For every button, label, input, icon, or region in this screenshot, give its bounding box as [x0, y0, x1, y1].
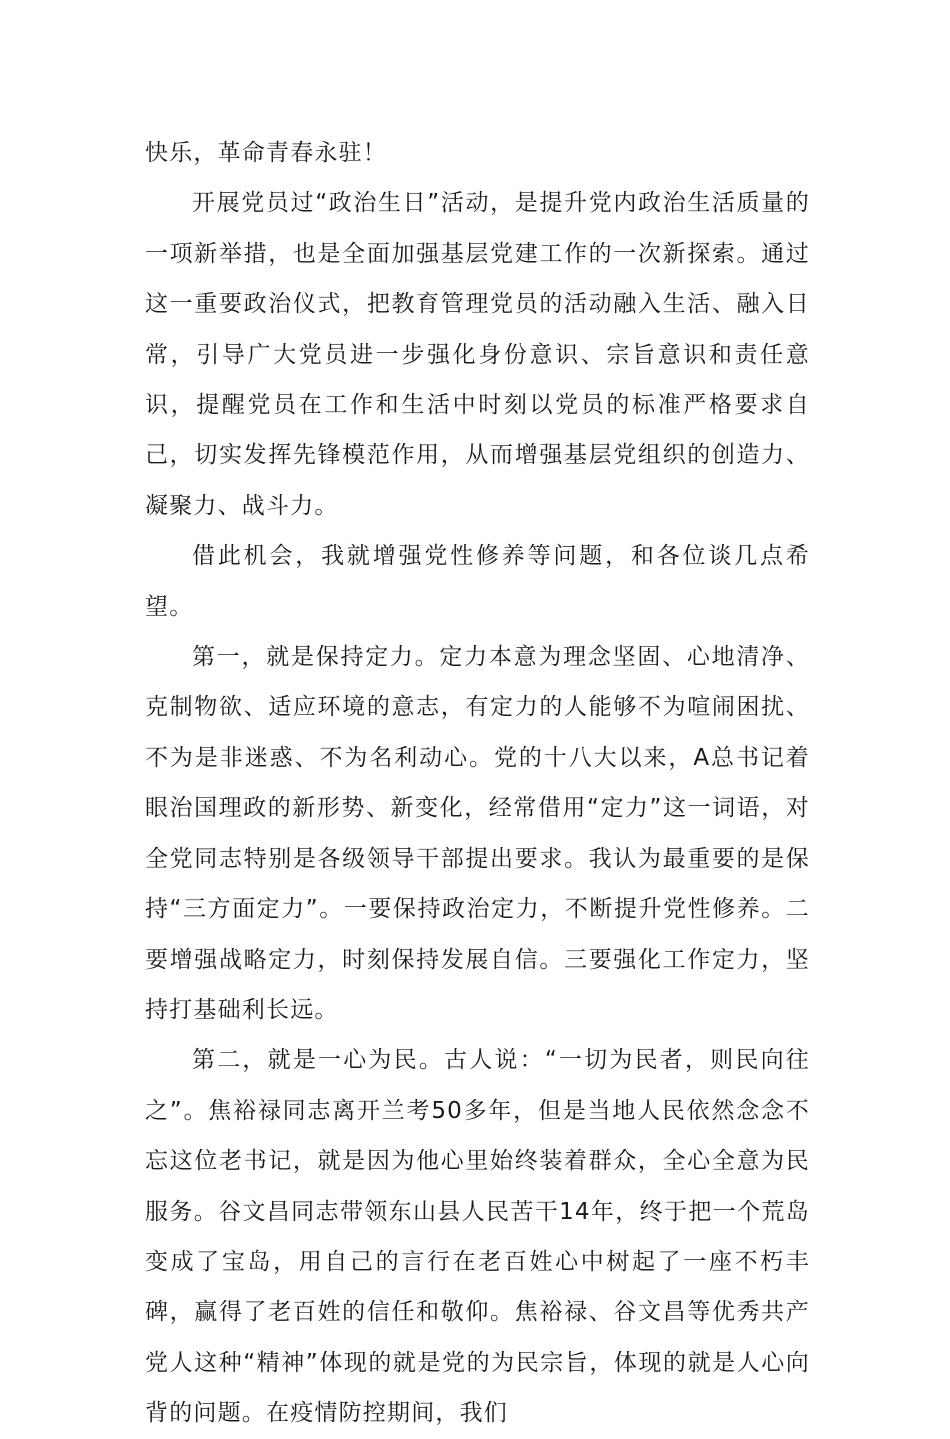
document-body [145, 128, 810, 1439]
paragraph-hopes-intro: 借此机会，我就增强党性修养等问题，和各位谈几点希望。 [145, 543, 810, 620]
paragraph-continuation: 快乐，革命青春永驻！ [145, 140, 387, 166]
paragraph-first-point: 第一，就是保持定力。定力本意为理念坚固、心地清净、克制物欲、适应环境的意志，有定力的人能够不为喧闹困扰、不为是非迷惑、不为名利动心。党的十八大以来，A总书记着眼治国理政的新形势、新变化，经常借用“定力”这一词语，对全党同志特别是各级领导干部提出要求。我认为最重要的是保持“三方面定力”。一要保持政治定力，不断提升党性修养。二要增强战略定力，时刻保持发展自信。三要强化工作定力，坚持打基础利长远。 [145, 644, 810, 1023]
paragraph-political-birthday: 开展党员过“政治生日”活动，是提升党内政治生活质量的一项新举措，也是全面加强基层党建工作的一次新探索。通过这一重要政治仪式，把教育管理党员的活动融入生活、融入日常，引导广大党员进一步强化身份意识、宗旨意识和责任意识，提醒党员在工作和生活中时刻以党员的标准严格要求自己，切实发挥先锋模范作用，从而增强基层党组织的创造力、凝聚力、战斗力。 [145, 190, 810, 519]
paragraph-second-point: 第二，就是一心为民。古人说：“一切为民者，则民向往之”。焦裕禄同志离开兰考50多年，但是当地人民依然念念不忘这位老书记，就是因为他心里始终装着群众，全心全意为民服务。谷文昌同志带领东山县人民苦干14年，终于把一个荒岛变成了宝岛，用自己的言行在老百姓心中树起了一座不朽丰碑，赢得了老百姓的信任和敬仰。焦裕禄、谷文昌等优秀共产党人这种“精神”体现的就是党的为民宗旨，体现的就是人心向背的问题。在疫情防控期间，我们 [145, 1047, 810, 1427]
